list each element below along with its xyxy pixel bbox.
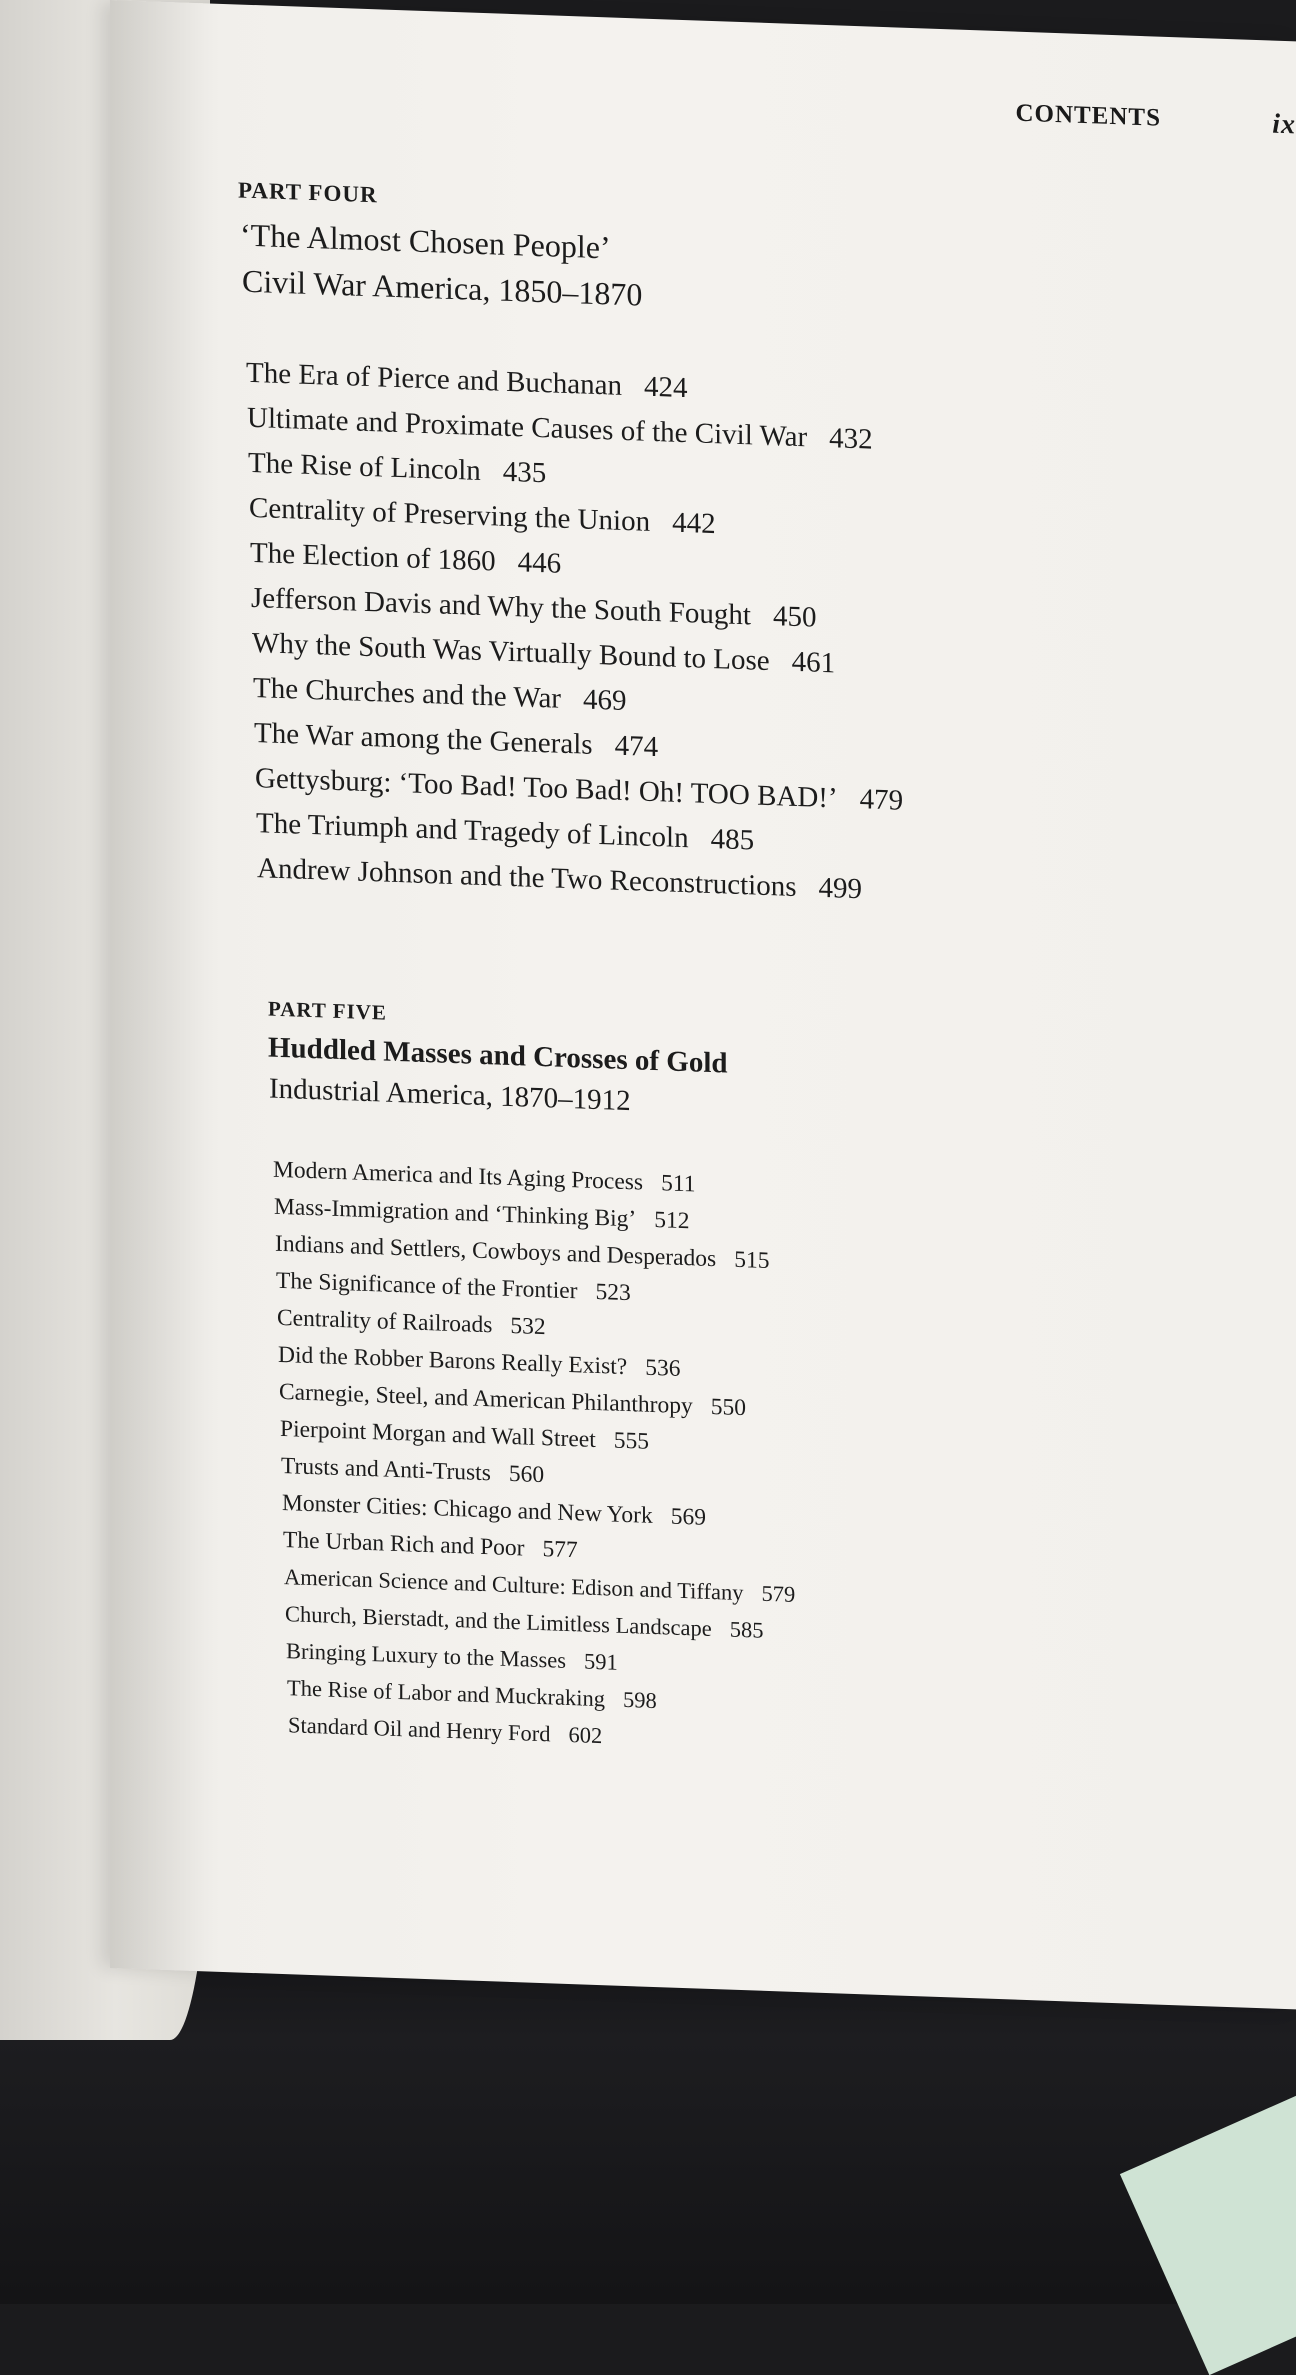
- toc-entry-page: 532: [510, 1312, 546, 1341]
- toc-entry-page: 598: [623, 1686, 657, 1714]
- toc-entry-page: 585: [729, 1616, 764, 1643]
- toc-entry-page: 550: [710, 1393, 747, 1422]
- toc-entry[interactable]: [288, 1712, 602, 1749]
- toc-entry-page: 469: [582, 683, 627, 718]
- toc-entry[interactable]: [285, 1601, 764, 1644]
- toc-entry-title: Centrality of Preserving the Union: [249, 491, 651, 538]
- toc-entry[interactable]: [282, 1490, 706, 1532]
- toc-entry-title: American Science and Culture: Edison and Tiffany: [284, 1564, 744, 1606]
- toc-entry-page: 435: [502, 455, 547, 490]
- toc-entry[interactable]: [286, 1638, 618, 1676]
- toc-entry[interactable]: [254, 717, 658, 764]
- toc-entry-title: Church, Bierstadt, and the Limitless Landscape: [285, 1601, 712, 1642]
- toc-entry[interactable]: [281, 1453, 544, 1489]
- toc-entry[interactable]: [274, 1194, 690, 1236]
- toc-entry-title: Monster Cities: Chicago and New York: [282, 1490, 653, 1529]
- toc-entry-title: Pierpoint Morgan and Wall Street: [280, 1415, 596, 1453]
- toc-entry-page: 523: [595, 1278, 631, 1307]
- toc-entry[interactable]: [273, 1157, 695, 1199]
- toc-entry-title: The Rise of Labor and Muckraking: [287, 1675, 606, 1712]
- toc-entry-page: 446: [517, 546, 562, 580]
- toc-entry[interactable]: [279, 1379, 746, 1422]
- toc-entry-title: Bringing Luxury to the Masses: [286, 1638, 566, 1673]
- toc-entry-page: 560: [508, 1460, 545, 1489]
- toc-entry-page: 432: [829, 422, 873, 456]
- toc-entry[interactable]: [256, 807, 754, 857]
- toc-entry[interactable]: [257, 852, 862, 906]
- toc-entry-title: Modern America and Its Aging Process: [273, 1156, 644, 1196]
- toc-entry-page: 569: [670, 1503, 707, 1531]
- toc-entry-page: 442: [672, 506, 716, 541]
- toc-entry-title: Ultimate and Proximate Causes of the Civil War: [247, 401, 808, 454]
- toc-entry-page: 512: [654, 1207, 690, 1235]
- part-four-subtitle: Civil War America, 1850–1870: [242, 262, 643, 313]
- toc-entry[interactable]: [283, 1527, 578, 1564]
- toc-entry-title: Gettysburg: ‘Too Bad! Too Bad! Oh! TOO BAD!’: [255, 762, 838, 815]
- toc-entry[interactable]: [276, 1268, 631, 1307]
- part-five-subtitle: Industrial America, 1870–1912: [269, 1072, 631, 1118]
- toc-entry[interactable]: [252, 627, 835, 680]
- toc-entry-title: Centrality of Railroads: [277, 1304, 493, 1339]
- toc-entry-title: Why the South Was Virtually Bound to Lose: [252, 626, 770, 678]
- toc-entry[interactable]: [249, 492, 716, 541]
- toc-entry-title: Mass-Immigration and ‘Thinking Big’: [274, 1193, 637, 1233]
- part-five-title: Huddled Masses and Crosses of Gold: [268, 1031, 728, 1080]
- toc-entry[interactable]: [275, 1231, 769, 1275]
- part-four-label: PART FOUR: [238, 177, 378, 208]
- toc-entry-page: 555: [613, 1427, 649, 1455]
- toc-entry[interactable]: [250, 537, 561, 581]
- toc-entry[interactable]: [280, 1416, 649, 1456]
- toc-entry-page: 424: [644, 370, 688, 405]
- toc-entry-title: The Urban Rich and Poor: [283, 1527, 525, 1562]
- toc-entry-page: 485: [710, 822, 755, 857]
- toc-entry[interactable]: [247, 402, 873, 457]
- toc-entry[interactable]: [278, 1342, 680, 1383]
- toc-entry-title: Indians and Settlers, Cowboys and Desperados: [275, 1230, 717, 1273]
- toc-entry[interactable]: [248, 447, 546, 490]
- contents-page: [110, 0, 1296, 2009]
- toc-entry-page: 579: [761, 1580, 796, 1607]
- toc-entry-page: 515: [734, 1246, 770, 1275]
- toc-entry-title: Andrew Johnson and the Two Reconstructions: [257, 852, 797, 903]
- toc-entry-page: 511: [661, 1170, 696, 1198]
- toc-entry-title: The Triumph and Tragedy of Lincoln: [256, 807, 689, 855]
- toc-entry-title: Did the Robber Barons Really Exist?: [278, 1341, 628, 1381]
- toc-entry-title: The Rise of Lincoln: [248, 446, 481, 487]
- toc-entry[interactable]: [251, 582, 816, 635]
- toc-entry-page: 536: [645, 1354, 681, 1382]
- toc-entry-page: 602: [568, 1722, 603, 1749]
- toc-entry[interactable]: [246, 357, 688, 405]
- toc-entry-title: The Election of 1860: [250, 536, 496, 578]
- toc-entry-page: 474: [614, 729, 659, 764]
- toc-entry-title: Trusts and Anti-Trusts: [281, 1452, 491, 1487]
- toc-entry-title: The Era of Pierce and Buchanan: [246, 356, 623, 402]
- toc-entry[interactable]: [253, 672, 626, 718]
- toc-entry-page: 450: [772, 600, 817, 634]
- toc-entry-title: The Churches and the War: [253, 671, 561, 715]
- toc-entry[interactable]: [277, 1305, 546, 1341]
- toc-entry-title: The Significance of the Frontier: [276, 1267, 578, 1305]
- toc-entry-page: 499: [818, 871, 863, 906]
- toc-entry-title: Jefferson Davis and Why the South Fought: [251, 581, 751, 632]
- toc-entry-title: Standard Oil and Henry Ford: [288, 1712, 551, 1747]
- header-page-number: ix: [1272, 108, 1296, 141]
- header-title: CONTENTS: [1015, 99, 1161, 132]
- toc-entry[interactable]: [284, 1564, 795, 1608]
- toc-entry-title: Carnegie, Steel, and American Philanthropy: [279, 1378, 693, 1420]
- part-four-title: ‘The Almost Chosen People’: [240, 216, 611, 266]
- toc-entry-page: 461: [791, 645, 836, 680]
- toc-entry-page: 591: [583, 1648, 618, 1675]
- part-five-label: PART FIVE: [268, 996, 387, 1025]
- toc-entry-page: 577: [542, 1536, 578, 1564]
- toc-entry[interactable]: [255, 762, 903, 818]
- toc-entry[interactable]: [287, 1675, 657, 1714]
- toc-entry-page: 479: [859, 783, 904, 817]
- toc-entry-title: The War among the Generals: [254, 717, 593, 761]
